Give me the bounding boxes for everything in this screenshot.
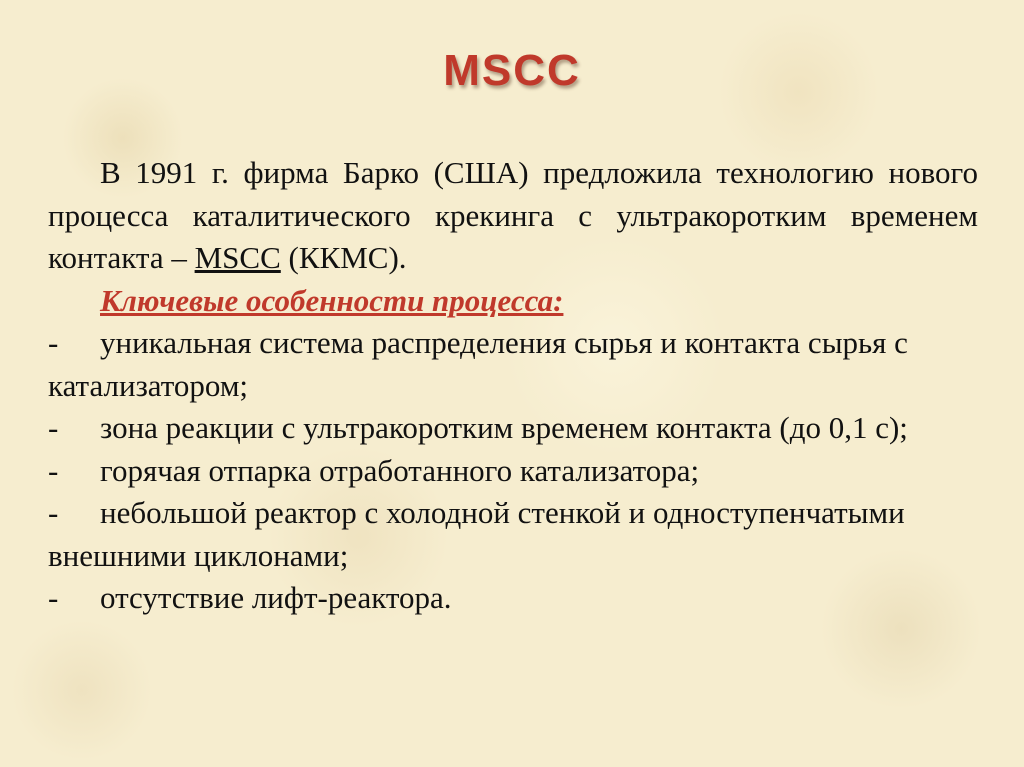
- feature-item: [48, 450, 978, 493]
- features-heading: Ключевые особенности процесса:: [100, 282, 564, 318]
- feature-item: [48, 492, 978, 577]
- feature-item: [48, 577, 978, 620]
- feature-item: [48, 322, 978, 407]
- slide-body: [48, 152, 978, 620]
- feature-dash: -: [48, 580, 59, 615]
- intro-text-end: (ККМС).: [280, 240, 407, 275]
- slide-title: MSCC: [443, 46, 581, 95]
- feature-text: зона реакции с ультракоротким временем контакта (до 0,1 с);: [100, 410, 908, 445]
- feature-text: горячая отпарка отработанного катализатора;: [100, 452, 700, 488]
- feature-dash: -: [48, 452, 59, 488]
- intro-abbreviation: MSCC: [194, 240, 281, 275]
- feature-dash: -: [48, 410, 59, 445]
- intro-paragraph: [48, 152, 978, 280]
- feature-dash: -: [48, 325, 59, 360]
- feature-text: уникальная система распределения сырья и контакта сырья с катализатором;: [48, 325, 908, 403]
- feature-dash: -: [48, 495, 59, 530]
- intro-text-start: В 1991 г. фирма Барко (США) предложила технологию нового процесса каталитического крекинга с ультракоротким временем контакта –: [48, 155, 978, 275]
- feature-item: [48, 407, 978, 450]
- feature-text: небольшой реактор с холодной стенкой и одноступенчатыми внешними циклонами;: [48, 495, 905, 573]
- feature-text: отсутствие лифт-реактора.: [100, 580, 452, 615]
